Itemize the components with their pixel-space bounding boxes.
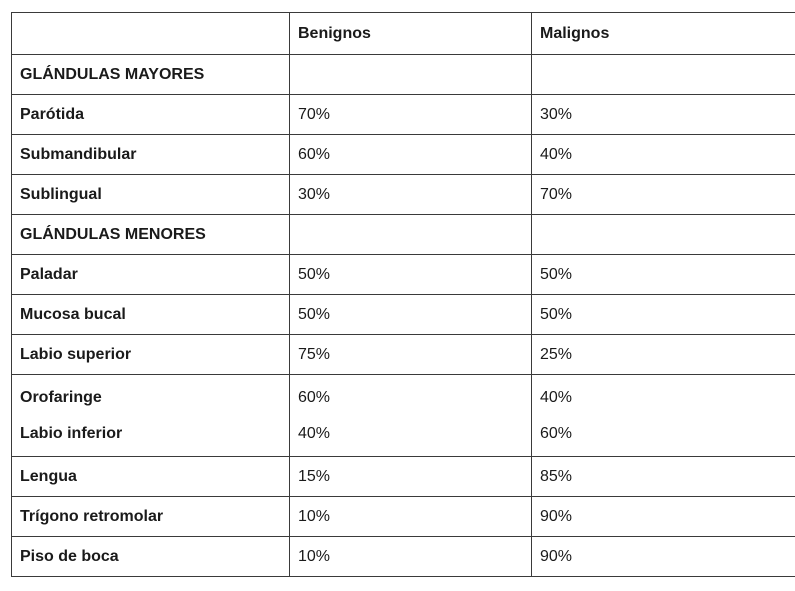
table-row <box>12 255 795 295</box>
benignos-cell: 50% <box>290 295 532 335</box>
tumor-distribution-table <box>11 12 795 577</box>
benignos-cell: 10% <box>290 497 532 537</box>
row-label: Labio inferior <box>20 424 123 442</box>
header-malignos: Malignos <box>532 13 795 55</box>
malignos-cell: 90% <box>532 497 795 537</box>
row-label: Paladar <box>12 255 290 295</box>
table-row-merged <box>12 375 795 457</box>
table-row <box>12 457 795 497</box>
table-row <box>12 135 795 175</box>
table-row <box>12 295 795 335</box>
malignos-cell: 50% <box>532 295 795 335</box>
malignos-cell: 60% <box>540 424 573 442</box>
row-label: Lengua <box>12 457 290 497</box>
benignos-cell <box>290 215 532 255</box>
benignos-cell: 60% <box>298 388 331 406</box>
malignos-cell: 30% <box>532 95 795 135</box>
benignos-cell: 70% <box>290 95 532 135</box>
table-row <box>12 537 795 577</box>
malignos-cell: 90% <box>532 537 795 577</box>
malignos-cell <box>532 55 795 95</box>
malignos-cell: 85% <box>532 457 795 497</box>
table-row <box>12 175 795 215</box>
malignos-cell: 70% <box>532 175 795 215</box>
row-label: Submandibular <box>12 135 290 175</box>
benignos-cell: 15% <box>290 457 532 497</box>
section-label: GLÁNDULAS MAYORES <box>12 55 290 95</box>
header-cell-empty <box>12 13 290 55</box>
malignos-cell-stack <box>532 375 795 457</box>
row-label: Mucosa bucal <box>12 295 290 335</box>
row-label-stack <box>12 375 290 457</box>
row-label: Parótida <box>12 95 290 135</box>
malignos-cell: 50% <box>532 255 795 295</box>
row-label: Piso de boca <box>12 537 290 577</box>
section-row-menores <box>12 215 795 255</box>
benignos-cell: 50% <box>290 255 532 295</box>
row-label: Labio superior <box>12 335 290 375</box>
table-row <box>12 95 795 135</box>
benignos-cell: 30% <box>290 175 532 215</box>
benignos-cell-stack <box>290 375 532 457</box>
benignos-cell: 40% <box>298 424 331 442</box>
table-header-row <box>12 13 795 55</box>
benignos-cell: 10% <box>290 537 532 577</box>
row-label: Sublingual <box>12 175 290 215</box>
malignos-cell: 25% <box>532 335 795 375</box>
benignos-cell: 75% <box>290 335 532 375</box>
malignos-cell: 40% <box>540 388 573 406</box>
malignos-cell <box>532 215 795 255</box>
table-row <box>12 497 795 537</box>
header-benignos: Benignos <box>290 13 532 55</box>
section-row-mayores <box>12 55 795 95</box>
malignos-cell: 40% <box>532 135 795 175</box>
row-label: Orofaringe <box>20 388 102 406</box>
row-label: Trígono retromolar <box>12 497 290 537</box>
benignos-cell <box>290 55 532 95</box>
section-label: GLÁNDULAS MENORES <box>12 215 290 255</box>
benignos-cell: 60% <box>290 135 532 175</box>
table-row <box>12 335 795 375</box>
